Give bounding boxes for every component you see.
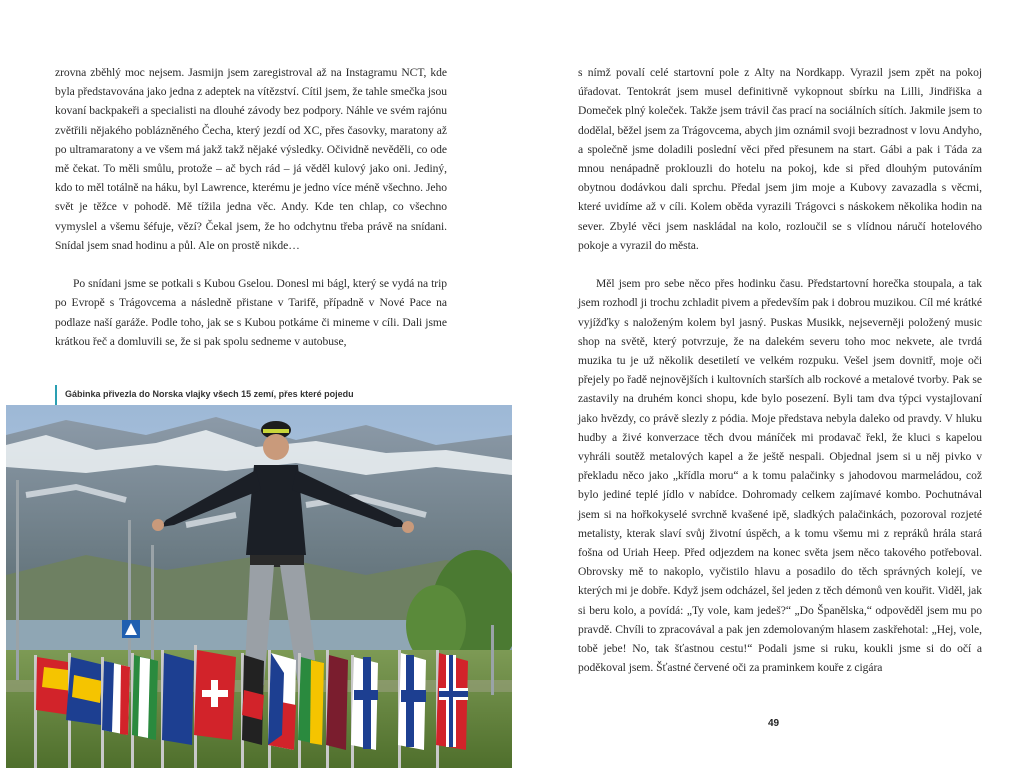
paragraph: Měl jsem pro sebe něco přes hodinku času. Předstartovní horečka stoupala, a tak jsem rozhodl ji trochu zchladit pivem a především pak i dobrou muzikou. Cíl mé krátké vyjížďky s naloženým kolem byl jasný. Puskas Musikk, nejseverněji položený music shop na světě, který potvrzuje, že na dalekém severu toho moc nekvete, ale tvrdá muzika tu je už několik desetiletí ve velkém rozpuku. Vešel jsem dovnitř, moje oči přejely po řadě nejnovějších i kultovních starších alb rockové a metalové tvorby. Pak se zastavily na druhém konci shopu, kde bylo posezení. Byli tam dva týpci vystajlovaní jako hvězdy, co právě slezly z pódia. Moje představa nebyla daleko od pravdy. V hluku hudby a živé konverzace těch dvou máníček mi prodavač řekl, že kluci s kapelou vyhráli soutěž metalových kapel a že ještě nespali. Objednal jsem si u něj pivko v překladu něco jako „křídla moru“ a k tomu palačinky s jahodovou marmeládou, což bylo jediné teplé jídlo v nabídce. Dohromady celkem zajímavé kombo. Pochutnával jsem si na hořkokyselé svrchně kvašené ipě, sladkých palačinkách, pozoroval rozjeté metalisty, kterak slaví svůj životní úspěch, a k tomu všemu mi z repráků hrála stará fošna od Uriah Heep. Před odjezdem na konec světa jsem něco takového potřeboval. Obrovsky mě to nakoplo, vyčistilo hlavu a posadilo do těch správných kolejí, ve kterých mi je dobře. Když jsem odcházel, šel jeden z těch démonů ven kouřit. Viděl, jak si beru kolo, a povídá: „Ty vole, kam jedeš?“ „Do Španělska,“ odpověděl jsem mu po pravdě. Chvíli to zpracovával a pak jen zdemolovaným hlasem zaskřehotal: „Hej, vole, tobě jebe! No, tak šťastnou cestu!“ Podali jsme si ruku, koukli jsme si do očí a poděkoval jsem. Šťastné červené oči za praminkem kouře z cigára: [578, 277, 982, 675]
paragraph: s nímž povalí celé startovní pole z Alty na Nordkapp. Vyrazil jsem zpět na pokoj úřadovat. Tentokrát jsem musel definitivně vykopnout sbírku na Lilli, Jindřiška a Domeček plný koleček. Takže jsem trávil čas prací na sociálních sítích. Jakmile jsem to dodělal, běžel jsem za Trágovcema, abych jim oznámil svoji bezradnost v lovu Andyho, a společně jsme doladili poslední věci před přesunem na start. Gábi a pak i Táda za mnou nenápadně proklouzli do hotelu na pokoj, kde si před dlouhým putováním obytnou dodávkou dali sprchu. Předal jsem jim moje a Kubovy zavazadla s věcmi, které uvidíme až v cíli. Kolem oběda vyrazili Trágovci s náskokem několika hodin na sever. Zbylé věci jsem naskládal na kolo, rozloučil se s vlídnou náručí hotelového pokoje a vyrazil do města.: [578, 66, 982, 252]
right-text-column: [578, 63, 982, 677]
paragraph: zrovna zběhlý moc nejsem. Jasmijn jsem zaregistroval až na Instagramu NCT, kde byla představována jako jedna z adeptek na vítězství. Cítil jsem, že tahle smečka jsou kovaní backpakeři a specialisti na dlouhé závody bez podpory. Náhle ve svém rajónu zvětřili nějakého poblázněného Čecha, který jezdí od XC, přes časovky, maratony až po ultramaratony a ve všem má jakž takž nějaké výsledky. Očividně nevěděli, co ode mě čekat. To měli smůlu, protože – ač bych rád – já věděl kulový jako oni. Jediný, kdo to měl totálně na háku, byl Lawrence, kterému je jedno více méně všechno. Jeho svět je těžce v pohodě. Mě tížila jedna věc. Andy. Kde ten chlap, co všechno vymyslel a všemu šéfuje, vězí? Čekal jsem, že ho odchytnu třeba právě na snídani. Snídal jsem snad hodinu a půl. Ale on prostě nikde…: [55, 66, 448, 252]
left-text-column: [55, 63, 447, 351]
paragraph: Po snídani jsme se potkali s Kubou Gselou. Donesl mi bágl, který se vydá na trip po Evropě s Trágovcema a následně přistane v Tarifě, případně v Nové Pace na podlaze naší garáže. Podle toho, jak se s Kubou potkáme či mineme v cíli. Dali jsme krátkou řeč a domluvili se, že si pak spolu sedneme v autobuse,: [55, 277, 447, 348]
page-number: 49: [768, 718, 780, 729]
right-page: [512, 0, 1024, 768]
photo-caption: Gábinka přivezla do Norska vlajky všech 15 zemí, přes které pojedu: [55, 385, 354, 407]
photo-cyclist-with-flags: [6, 405, 512, 768]
